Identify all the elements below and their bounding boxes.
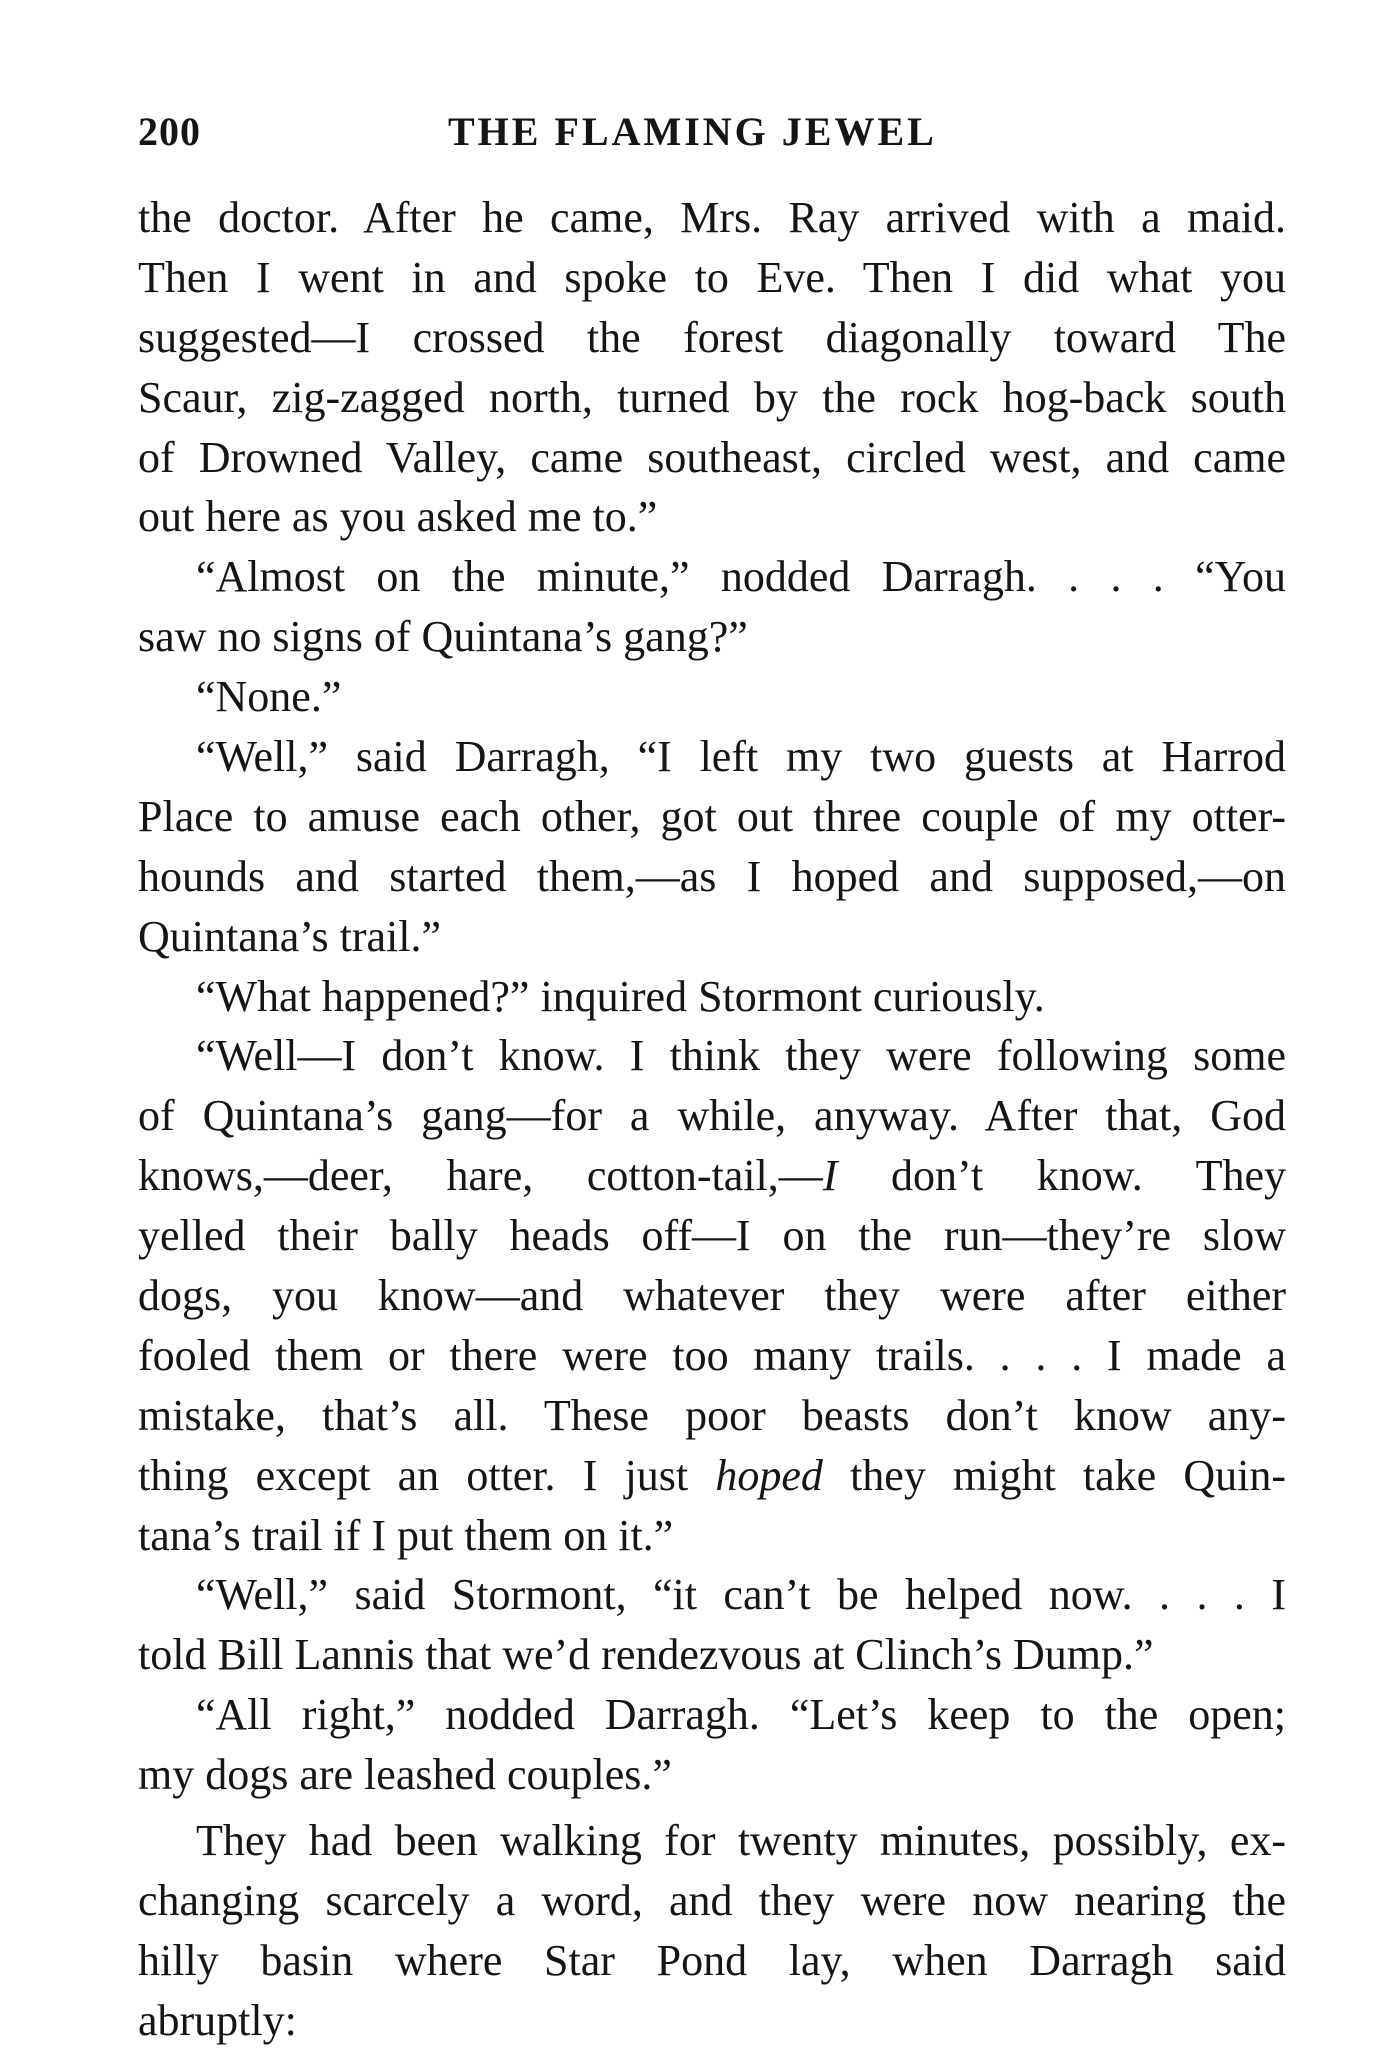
- text-segment: knows,—deer, hare, cotton-tail,—: [138, 1151, 823, 1201]
- body-text: [138, 188, 1286, 2051]
- text-line: They had been walking for twenty minutes, possibly, ex-: [196, 1816, 1286, 1866]
- text-line: “Well,” said Stormont, “it can’t be helped now. . . . I: [196, 1570, 1286, 1620]
- text-segment: don’t know. They: [837, 1151, 1286, 1201]
- text-line: “All right,” nodded Darragh. “Let’s keep to the open;: [196, 1690, 1286, 1740]
- text-line: hounds and started them,—as I hoped and supposed,—on: [138, 851, 1286, 901]
- text-line: hilly basin where Star Pond lay, when Darragh said: [138, 1935, 1286, 1985]
- text-line: my dogs are leashed couples.”: [138, 1750, 672, 1800]
- text-line: [138, 1146, 1286, 1206]
- running-title: THE FLAMING JEWEL: [448, 109, 937, 154]
- text-line: Scaur, zig-zagged north, turned by the rock hog-back south: [138, 372, 1286, 422]
- text-line: suggested—I crossed the forest diagonally toward The: [138, 312, 1286, 362]
- text-line: Place to amuse each other, got out three couple of my otter-: [138, 791, 1286, 841]
- italic-text: I: [822, 1151, 838, 1201]
- text-line: out here as you asked me to.”: [138, 492, 658, 542]
- text-line: saw no signs of Quintana’s gang?”: [138, 612, 748, 662]
- text-line: Quintana’s trail.”: [138, 911, 442, 961]
- text-line: fooled them or there were too many trails. . . . I made a: [138, 1330, 1286, 1380]
- text-line: yelled their bally heads off—I on the run—they’re slow: [138, 1211, 1286, 1261]
- text-segment: they might take Quin-: [822, 1450, 1286, 1500]
- text-line: told Bill Lannis that we’d rendezvous at Clinch’s Dump.”: [138, 1630, 1154, 1680]
- text-line: the doctor. After he came, Mrs. Ray arrived with a maid.: [138, 193, 1286, 242]
- text-line: Then I went in and spoke to Eve. Then I did what you: [138, 252, 1286, 302]
- page-number: 200: [138, 109, 201, 154]
- text-line: “Almost on the minute,” nodded Darragh. . . . “You: [196, 552, 1286, 602]
- text-line: mistake, that’s all. These poor beasts don’t know any-: [138, 1390, 1286, 1440]
- text-line: changing scarcely a word, and they were now nearing the: [138, 1875, 1286, 1925]
- text-line: “None.”: [196, 672, 342, 722]
- text-line: [138, 1446, 1286, 1506]
- text-line: tana’s trail if I put them on it.”: [138, 1510, 674, 1560]
- text-line: dogs, you know—and whatever they were after either: [138, 1271, 1286, 1321]
- text-segment: thing except an otter. I just: [138, 1450, 716, 1500]
- text-line: of Drowned Valley, came southeast, circled west, and came: [138, 432, 1286, 482]
- page-header: [138, 108, 1283, 164]
- text-line: “Well—I don’t know. I think they were following some: [196, 1031, 1286, 1081]
- text-line: of Quintana’s gang—for a while, anyway. After that, God: [138, 1091, 1286, 1141]
- text-line: “What happened?” inquired Stormont curiously.: [196, 971, 1045, 1021]
- text-line: “Well,” said Darragh, “I left my two guests at Harrod: [196, 732, 1286, 782]
- text-line: abruptly:: [138, 1995, 297, 2045]
- italic-text: hoped: [715, 1450, 823, 1500]
